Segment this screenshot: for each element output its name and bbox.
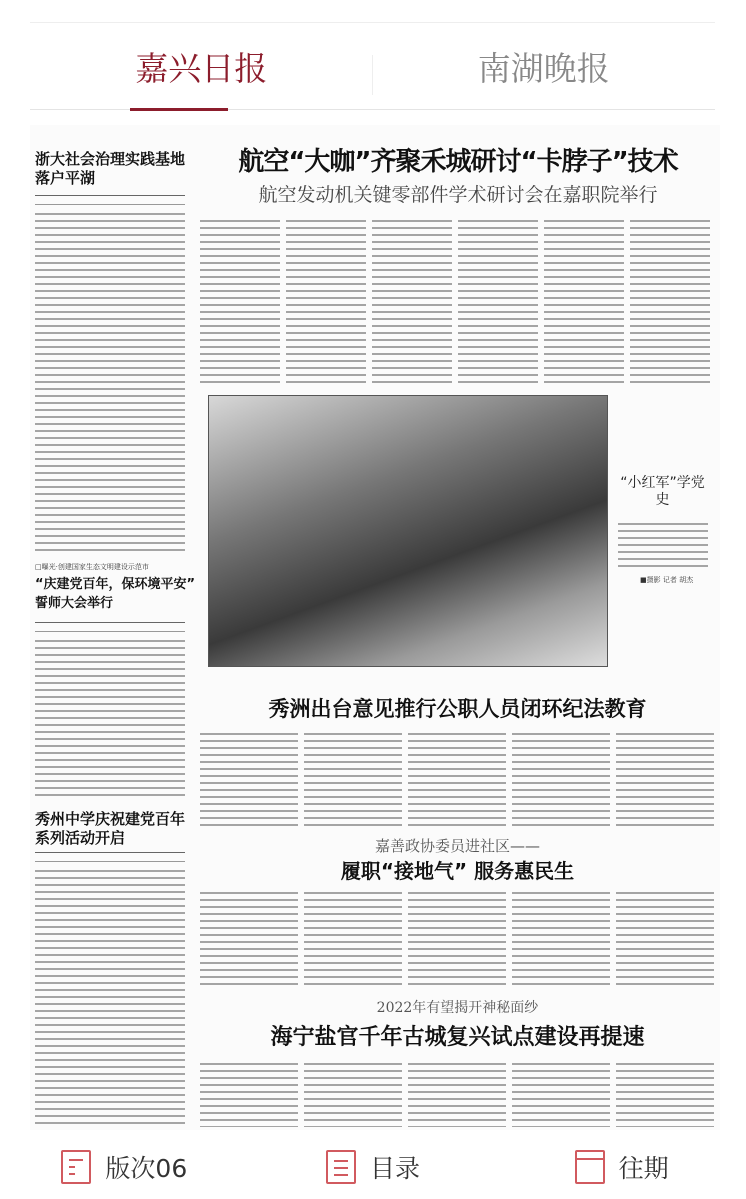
- main-headline[interactable]: 航空“大咖”齐聚禾城研讨“卡脖子”技术: [238, 147, 678, 177]
- edition-button[interactable]: [0, 1149, 249, 1185]
- byline: [35, 622, 185, 632]
- photo-credit: ■摄影 记者 胡杰: [640, 576, 694, 584]
- article-body: [35, 867, 185, 1127]
- left-headline-2b: 誓师大会举行: [35, 596, 114, 611]
- article-body: [200, 889, 715, 987]
- tab-jiaxing-daily[interactable]: 嘉兴日报: [30, 23, 373, 109]
- left-headline-1[interactable]: 浙大社会治理实践基地落户平湖: [35, 150, 186, 187]
- article-body: [200, 730, 715, 830]
- tab-nanhu-evening[interactable]: 南湖晚报: [477, 48, 610, 88]
- left-kicker-2: □曝光·创建国家生态文明建设示范市: [35, 563, 149, 571]
- archive-label: 往期: [618, 1154, 669, 1183]
- list-icon: [326, 1150, 356, 1184]
- photo-caption-title: “小红军”学党史: [620, 475, 705, 508]
- byline: [35, 852, 185, 862]
- newspaper-icon: [61, 1150, 91, 1184]
- paper-tabs: [30, 22, 715, 110]
- article-body: [200, 1060, 715, 1127]
- news-photo[interactable]: [208, 395, 608, 667]
- headline-3[interactable]: 履职“接地气” 服务惠民生: [340, 859, 575, 883]
- headline-2[interactable]: 秀洲出台意见推行公职人员闭环纪法教育: [268, 697, 647, 721]
- bottom-toolbar: [0, 1135, 746, 1199]
- kicker-3: 嘉善政协委员进社区——: [374, 837, 540, 855]
- headline-4[interactable]: 海宁盐官千年古城复兴试点建设再提速: [270, 1025, 645, 1050]
- archive-button[interactable]: [497, 1149, 746, 1185]
- left-headline-3[interactable]: 秀州中学庆祝建党百年系列活动开启: [35, 810, 186, 847]
- article-body: [200, 217, 715, 387]
- main-subtitle: 航空发动机关键零部件学术研讨会在嘉职院举行: [258, 184, 658, 206]
- photo-caption-body: [618, 520, 708, 570]
- article-body: [35, 637, 185, 797]
- contents-button[interactable]: [249, 1149, 498, 1185]
- left-headline-2a: “庆建党百年，保环境平安”: [35, 577, 196, 592]
- left-headline-2[interactable]: [35, 575, 195, 613]
- edition-label: 版次06: [105, 1154, 188, 1183]
- newspaper-page[interactable]: [30, 125, 720, 1130]
- archive-icon: [575, 1150, 605, 1184]
- kicker-4: 2022年有望揭开神秘面纱: [376, 1000, 539, 1016]
- article-body: [35, 210, 185, 555]
- byline: [35, 195, 185, 205]
- contents-label: 目录: [370, 1154, 421, 1183]
